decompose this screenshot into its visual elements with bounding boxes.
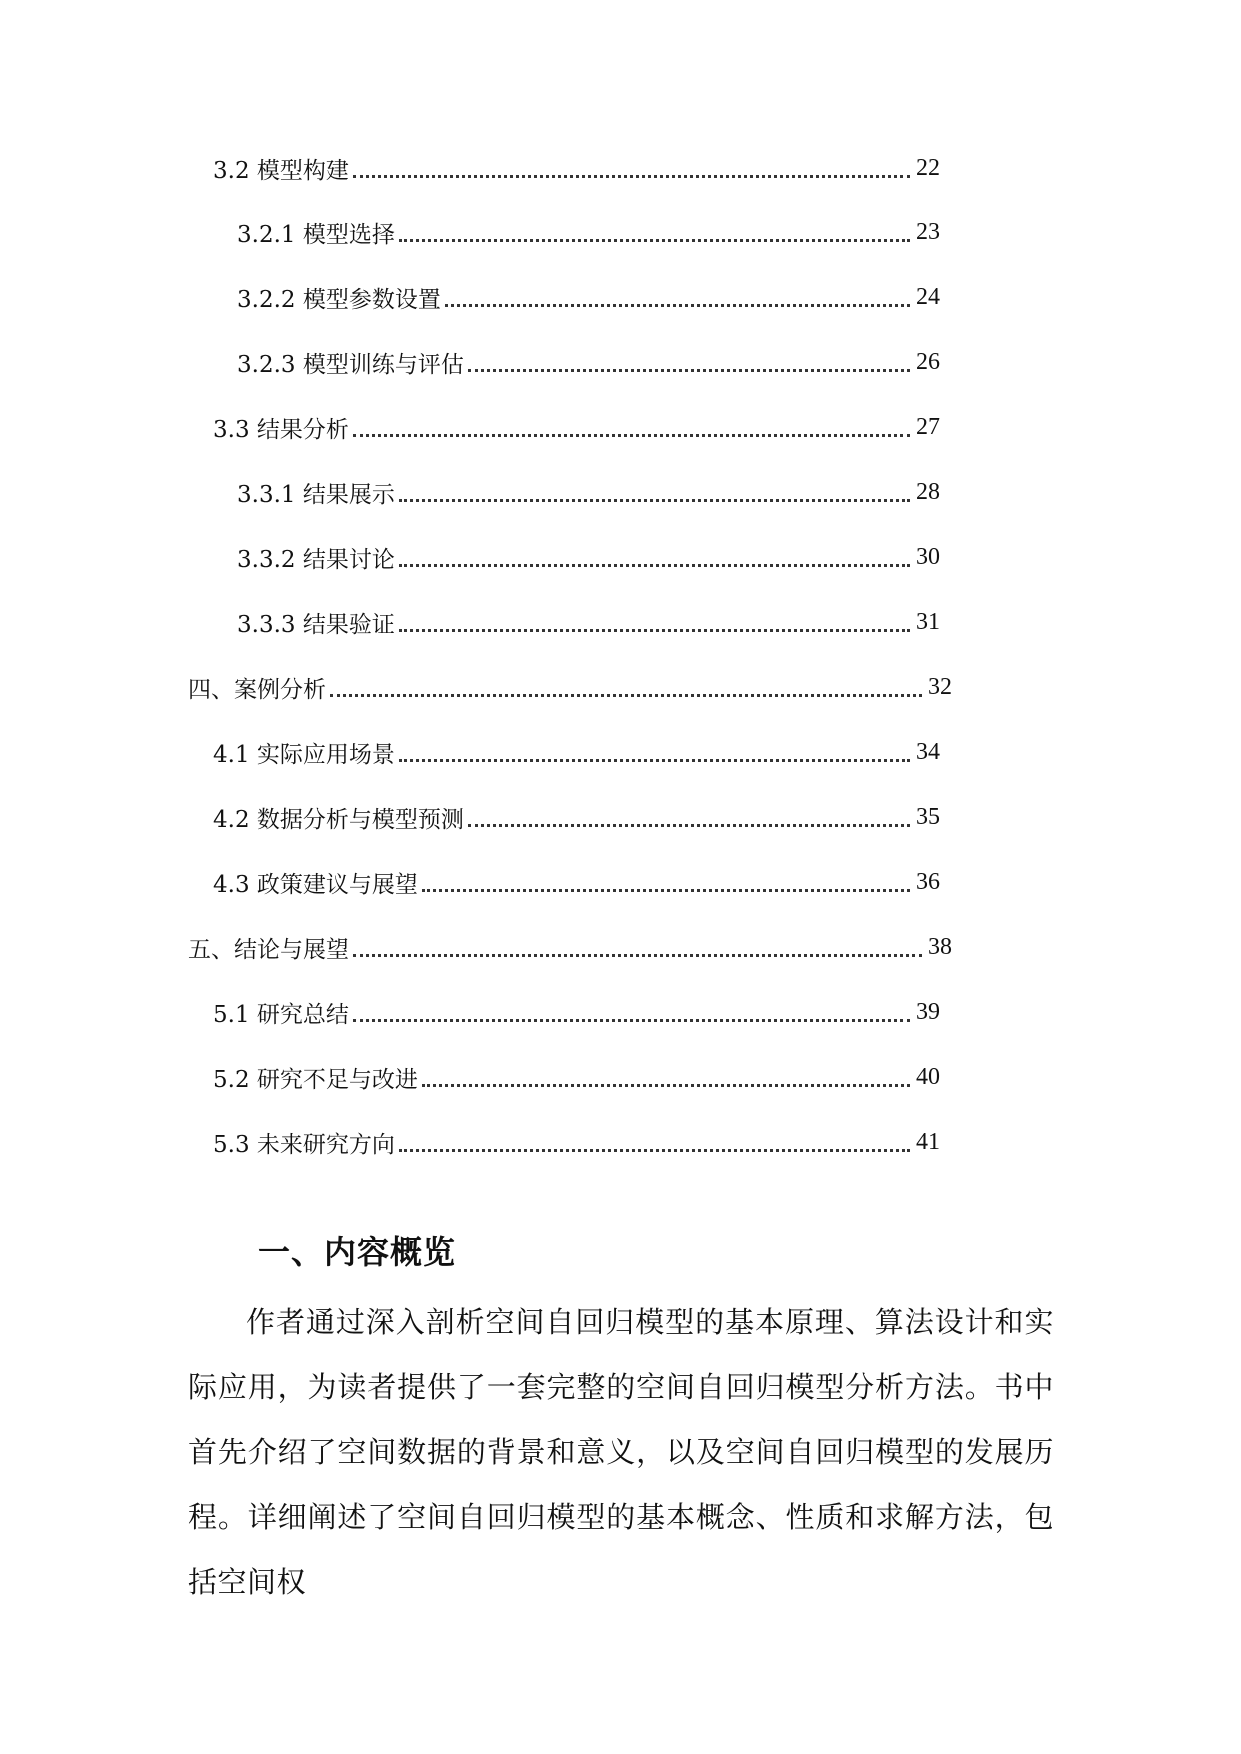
body-paragraph: 作者通过深入剖析空间自回归模型的基本原理、算法设计和实际应用，为读者提供了一套完整的空间自回归模型分析方法。书中首先介绍了空间数据的背景和意义，以及空间自回归模型的发展历程。详细阐述了空间自回归模型的基本概念、性质和求解方法，包括空间权 xyxy=(188,1305,1054,1599)
toc-entry-page: 34 xyxy=(916,738,940,765)
toc-entry-label: 4.1 实际应用场景 xyxy=(213,741,395,768)
toc-entry[interactable] xyxy=(213,732,940,772)
toc-entry-page: 36 xyxy=(916,868,940,895)
toc-entry-page: 28 xyxy=(916,478,940,505)
toc-leader-dots xyxy=(468,824,910,827)
toc-leader-dots xyxy=(399,759,910,762)
toc-leader-dots xyxy=(330,694,922,697)
toc-entry-page: 39 xyxy=(916,998,940,1025)
toc-entry[interactable] xyxy=(237,537,940,577)
toc-entry-page: 22 xyxy=(916,154,940,181)
toc-entry[interactable] xyxy=(213,992,940,1032)
toc-entry-page: 41 xyxy=(916,1128,940,1155)
toc-entry[interactable] xyxy=(213,1122,940,1162)
toc-leader-dots xyxy=(422,889,910,892)
toc-entry-label: 3.3 结果分析 xyxy=(213,416,349,443)
toc-leader-dots xyxy=(353,1019,910,1022)
toc-entry-label: 3.2.2 模型参数设置 xyxy=(237,286,441,313)
toc-entry[interactable] xyxy=(213,862,940,902)
toc-entry-label: 5.1 研究总结 xyxy=(213,1001,349,1028)
toc-entry-page: 26 xyxy=(916,348,940,375)
toc-entry-label: 3.2.3 模型训练与评估 xyxy=(237,351,464,378)
toc-entry-label: 3.2.1 模型选择 xyxy=(237,221,395,248)
toc-leader-dots xyxy=(399,1149,910,1152)
toc-entry[interactable] xyxy=(188,667,952,707)
toc-entry-page: 31 xyxy=(916,608,940,635)
toc-entry-label: 5.3 未来研究方向 xyxy=(213,1131,395,1158)
toc-entry[interactable] xyxy=(237,602,940,642)
toc-entry-page: 38 xyxy=(928,933,952,960)
toc-entry-page: 40 xyxy=(916,1063,940,1090)
toc-entry-page: 23 xyxy=(916,218,940,245)
toc-leader-dots xyxy=(445,304,910,307)
toc-entry-page: 24 xyxy=(916,283,940,310)
toc-entry[interactable] xyxy=(237,277,940,317)
toc-leader-dots xyxy=(399,239,910,242)
toc-entry[interactable] xyxy=(237,472,940,512)
toc-entry[interactable] xyxy=(213,407,940,447)
toc-leader-dots xyxy=(353,175,910,178)
toc-leader-dots xyxy=(399,564,910,567)
toc-leader-dots xyxy=(353,954,922,957)
toc-entry[interactable] xyxy=(213,797,940,837)
toc-entry-page: 35 xyxy=(916,803,940,830)
toc-entry-label: 五、结论与展望 xyxy=(188,936,349,963)
toc-entry-label: 3.3.2 结果讨论 xyxy=(237,546,395,573)
toc-leader-dots xyxy=(422,1084,910,1087)
toc-entry[interactable] xyxy=(188,927,952,967)
toc-entry[interactable] xyxy=(213,148,940,188)
toc-entry-label: 3.3.1 结果展示 xyxy=(237,481,395,508)
toc-entry-label: 4.2 数据分析与模型预测 xyxy=(213,806,464,833)
toc-entry-label: 3.3.3 结果验证 xyxy=(237,611,395,638)
toc-entry-page: 32 xyxy=(928,673,952,700)
toc-entry[interactable] xyxy=(237,342,940,382)
toc-leader-dots xyxy=(399,499,910,502)
toc-entry-page: 30 xyxy=(916,543,940,570)
toc-entry[interactable] xyxy=(237,212,940,252)
section-heading: 一、内容概览 xyxy=(258,1233,457,1271)
toc-entry-label: 5.2 研究不足与改进 xyxy=(213,1066,418,1093)
toc-entry[interactable] xyxy=(213,1057,940,1097)
toc-leader-dots xyxy=(468,369,910,372)
toc-entry-label: 四、案例分析 xyxy=(188,676,326,703)
toc-entry-label: 3.2 模型构建 xyxy=(213,157,349,184)
toc-entry-label: 4.3 政策建议与展望 xyxy=(213,871,418,898)
toc-leader-dots xyxy=(399,629,910,632)
toc-leader-dots xyxy=(353,434,910,437)
toc-entry-page: 27 xyxy=(916,413,940,440)
